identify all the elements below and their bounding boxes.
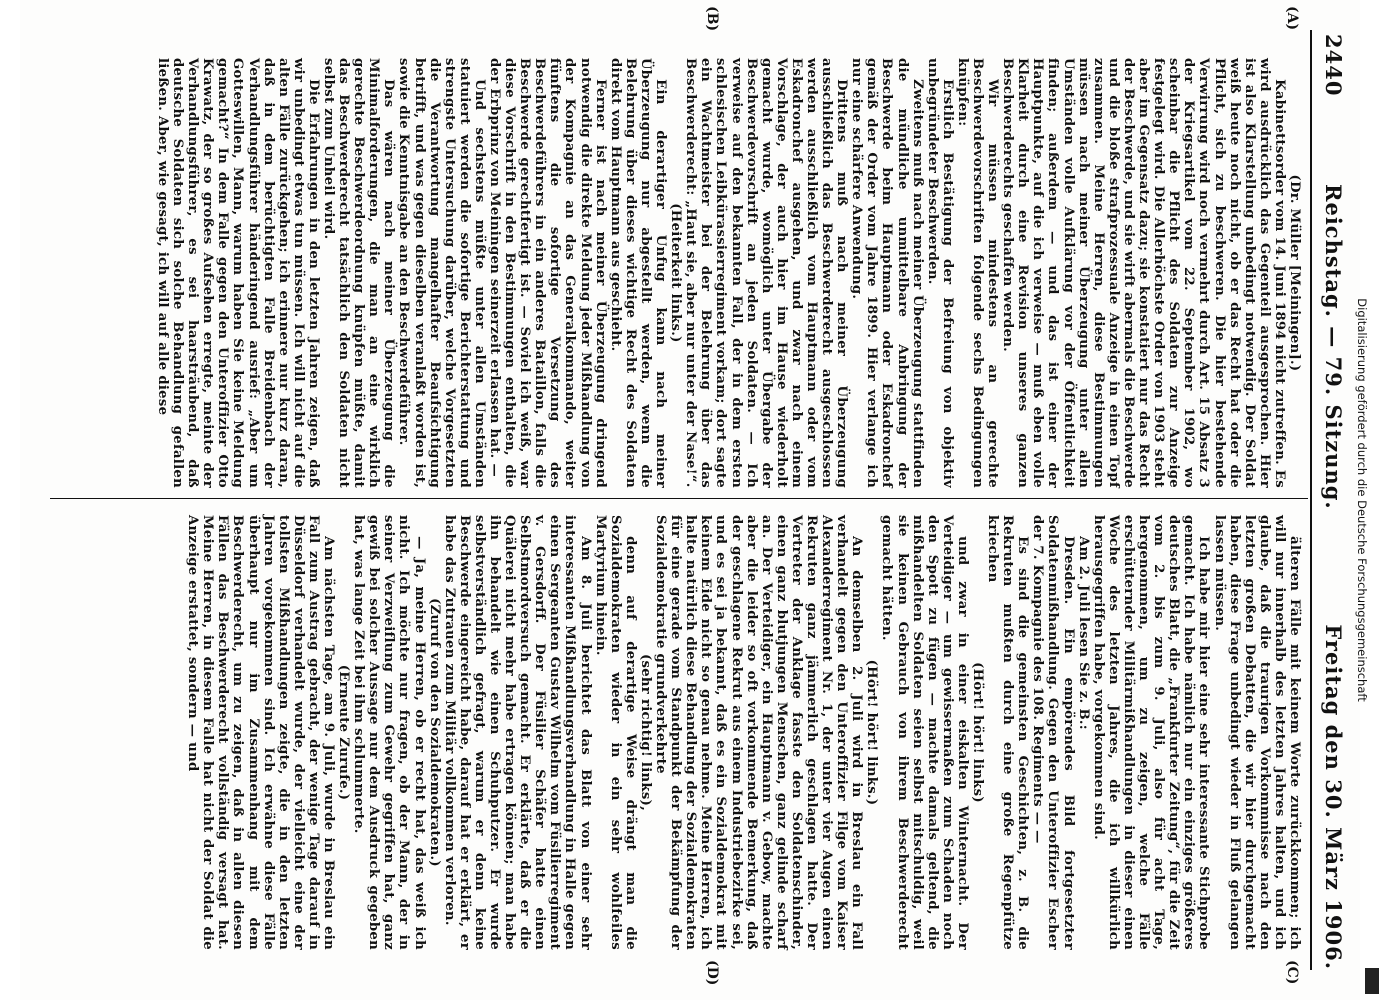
paragraph: Die Erfahrungen in den letzten Jahren zeigen, daß wir unbedingt etwas tun müssen. Ich will nicht auf die alten Fälle zurückgehen; ich erinnere nur kurz daran, daß in dem berüchtigten Falle Breidenbach der Verhandlungsführer händeringend ausrief: „Aber um Gotteswillen, Mann, warum haben Sie keine Meldung gemacht?“ In dem Falle gegen den Unteroffizier Otto Krawatz, der so großes Aufsehen erregte, meinte der Verhandlungsführer, es sei haarsträubend, daß deutsche Soldaten sich solche Behandlung gefallen ließen. Aber, wie gesagt, ich will auf alle diese	[154, 58, 321, 488]
paragraph: — Ja, meine Herren, ob er recht hat, das weiß ich nicht. Ich möchte nur fragen, ob der Mann, der in seiner Verzweiflung zum Gewehr gegriffen hat, ganz gewiß bei solcher Aussage nur dem Ausdruck gegeben hat, was lange Zeit bei ihm schlummerte.	[351, 515, 427, 950]
paragraph: Kabinettsorder vom 14. Juni 1894 nicht zutreffen. Es wird ausdrücklich das Gegenteil ausgesprochen. Hier ist also Klarstellung unbedingt notwendig. Der Soldat weiß heute noch nicht, ob er das Recht hat oder die Pflicht, sich zu beschweren. Die hier bestehende Verwirrung wird noch vermehrt durch Art. 15 Absatz 3 der Kriegsartikel vom 22. September 1902, wo scheinbar die Pflicht des Soldaten zur Anzeige festgelegt wird. Die Allerhöchste Order von 1903 steht aber im Gegensatz dazu; sie konstatiert nur das Recht der Beschwerde, und sie wirft abermals die Beschwerde und die bloße strafprozessuale Anzeige in einen Topf zusammen. Meine Herren, diese Bestimmungen müssen nach meiner Überzeugung unter allen Umständen volle Aufklärung vor der Öffentlichkeit finden; außerdem — und das ist einer der Hauptpunkte, auf die ich verweise — muß eben volle Klarheit durch eine Revision unseres ganzen Beschwerderechts geschaffen werden.	[1000, 58, 1287, 488]
paragraph: Ferner ist nach meiner Überzeugung dringend notwendig die direkte Meldung jeder Mißhandlung von der Kompagnie an das Generalkommando, weiter fünftens die sofortige Versetzung des Beschwerdeführers in ein anderes Bataillon, falls die Beschwerde gerechtfertigt ist. — Soviel ich weiß, war diese Vorschrift in den Bestimmungen enthalten, die der Erbprinz von Meiningen seinerzeit erlassen hat. —	[487, 58, 608, 488]
left-column	[155, 58, 1302, 488]
running-title: Reichstag. — 79. Sitzung.	[1321, 184, 1346, 510]
paragraph: (Dr. Müller [Meiningen].)	[1287, 174, 1302, 372]
scanned-page	[20, 0, 1360, 1000]
paragraph: Ein derartiger Unfug kann nach meiner Überzeugung nur abgestellt werden, wenn die Belehrung über dieses wichtige Recht des Soldaten direkt vom Hauptmann aus geschieht.	[607, 58, 669, 488]
right-column	[185, 515, 1302, 950]
paragraph: Es sind die gemeinsten Geschichten, z. B. die Rekruten mußten durch eine große Regenpfütze kriechen	[985, 515, 1031, 950]
column-divider	[50, 498, 1308, 499]
paragraph: Am nächsten Tage, am 9. Juli, wurde in Breslau ein Fall zum Austrag gebracht, der wenige Tage darauf in Düsseldorf verhandelt wurde, der vielleicht eine der tollsten Mißhandlungen zeigte, die in den letzten Jahren vorgekommen sind. Ich erwähne diese Fälle überhaupt nur im Zusammenhang mit dem Beschwerderecht, um zu zeigen, daß in allen diesen Fällen das Beschwerderecht vollständig versagt hat. Meine Herren, in diesem Falle hat nicht der Soldat die Anzeige erstattet, sondern — und	[185, 515, 336, 950]
paragraph: Drittens muß nach meiner Überzeugung ausschließlich das Beschwerderecht ausgeschlossen werden ausschließlich vom Hauptmann oder vom Eskadronchef ausgehen, und zwar nach einem Vorschlage, der auch hier im Hause wiederholt gemacht wurde, womöglich unter Übergabe der Beschwerdevorschrift an jeden Soldaten. — Ich verweise auf den bekannten Fall, der in dem ersten schlesischen Leibkürassierregiment vorkam; dort sagte ein Wachtmeister bei der Belehrung über das Beschwerderecht: „Haut sie, aber nur unter der Nase!“.	[683, 58, 850, 488]
paragraph: (Zuruf von den Sozialdemokraten.)	[426, 598, 442, 867]
marker-c: (C)	[1284, 960, 1300, 985]
paragraph: Am 8. Juli berichtet das Blatt von einer sehr interessanten Mißhandlungsverhandlung in Halle gegen einen Sergeanten Gustav Wilhelm vom Füsilierregiment v. Gersdorff. Der Füsilier Schäfer hatte einen Selbstmordversuch gemacht. Er erklärte, daß er die Quälerei nicht mehr habe ertragen können; man habe ihn behandelt wie einen Schuhputzer. Er wurde selbstverständlich gefragt, warum er denn keine Beschwerde eingereicht habe, darauf hat er erklärt, er habe das Zutrauen zum Militär vollkommen verloren.	[441, 515, 593, 951]
paragraph: älteren Fälle mit keinem Worte zurückkommen; ich will nur innerhalb des letzten Jahres halten, und ich glaube, daß die traurigen Vorkommnisse nach den letzten großen Debatten, die wir hier durchgemacht haben, diese Frage unbedingt wieder in Fluß gelangen lassen müssen.	[1211, 515, 1302, 950]
paragraph: (sehr richtig! links),	[637, 653, 653, 812]
digitization-credit: Digitalisierung gefördert durch die Deutsche Forschungsgemeinschaft	[1355, 298, 1369, 702]
header-rule	[1310, 30, 1312, 970]
paragraph: Ich habe mir hier eine sehr interessante Stichprobe gemacht. Ich habe nämlich nur ein einziges größeres deutsches Blatt, die „Frankfurter Zeitung“, für die Zeit vom 2. bis zum 9. Juli, also für acht Tage, hergenommen, um zu zeigen, welche Fälle erschütternder Militärmißhandlungen in dieser einen Woche des letzten Jahres, die ich willkürlich herausgegriffen habe, vorgekommen sind.	[1090, 515, 1212, 950]
paragraph: (Hört! hört! links.)	[864, 659, 880, 806]
paragraph: An demselben 2. Juli wird in Breslau ein Fall verhandelt gegen den Unteroffizier Filge vom Kaiser Alexanderregiment Nr. 1, der unter vier Augen einen Rekruten ganz jämmerlich geschlagen hatte. Der Vertreter der Anklage fasste den Soldatenschinder, einen ganz blutjungen Menschen, ganz gelinde scharf an. Der Verteidiger, ein Hauptmann v. Gebow, machte aber die leider so oft vorkommende Bemerkung, daß der geschlagene Rekrut aus einem Industriebezirke sei, und es sei ja bekannt, daß es ein Sozialdemokrat mit keinem Eide nicht so genau nehme. Meine Herren, ich halte natürlich diese Behandlung der Sozialdemokraten für eine gerade vom Standpunkt der Bekämpfung der Sozialdemokratie grundverkehrte	[653, 515, 865, 950]
marker-a: (A)	[1284, 6, 1300, 31]
paragraph: Zweitens muß nach meiner Überzeugung stattfinden die mündliche unmittelbare Anbringung der Beschwerde beim Hauptmann oder Eskadronchef gemäß der Order vom Jahre 1899. Hier verlange ich nur eine schärfere Anwendung.	[849, 58, 925, 488]
paragraph: (Hört! hört! links)	[970, 662, 986, 803]
session-date: Freitag den 30. März 1906.	[1321, 624, 1346, 970]
marker-d: (D)	[704, 960, 720, 986]
paragraph: Erstlich Bestätigung der Befreiung von objektiv unbegründeter Beschwerden.	[924, 58, 955, 488]
paragraph: Am 2. Juli lesen Sie z. B.:	[1075, 536, 1091, 730]
paragraph: Und sechstens müßte unter allen Umständen statuiert werden die sofortige Berichterstattung und strengste Untersuchung darüber, welche Vorgesetzten die Verantwortung mangelhafter Beaufsichtigung betrifft, und was gegen dieselben veranlaßt worden ist, sowie die Kenntnisgabe an den Beschwerdeführer.	[396, 58, 487, 488]
paragraph: Wir müssen mindestens an gerechte Beschwerdevorschriften folgende sechs Bedingungen knüpfen:	[954, 58, 1001, 488]
paragraph: (Heiterkeit links.)	[668, 203, 684, 343]
paragraph: (Erneute Zurufe.)	[336, 664, 352, 801]
page-header	[1314, 34, 1350, 970]
paragraph: Dresden. Ein empörendes Bild fortgesetzter Soldatenmißhandlung. Gegen den Unteroffizier Escher der 7. Kompagnie des 108. Regiments — —	[1030, 515, 1076, 950]
paragraph: denn auf derartige Weise drängt man die Sozialdemokraten wieder in ein sehr wohlfeiles Martyrium hinein.	[592, 515, 638, 950]
dfg-logo	[1365, 968, 1379, 994]
paragraph: und zwar in einer eiskalten Winternacht. Der Verteidiger — um gewissermaßen zum Schaden noch den Spott zu fügen — machte damals geltend, die mißhandelten Soldaten seien selbst mitschuldig, weil sie keinen Gebrauch von ihrem Beschwerderecht gemacht hätten.	[879, 515, 970, 950]
page-number: 2440	[1321, 34, 1346, 97]
marker-b: (B)	[704, 6, 720, 32]
paragraph: Das wären nach meiner Überzeugung die Minimalforderungen, die man an eine wirklich gerechte Beschwerdeordnung knüpfen müßte, damit das Beschwerderecht tatsächlich den Soldaten nicht selbst zum Unheil wird.	[321, 58, 397, 488]
